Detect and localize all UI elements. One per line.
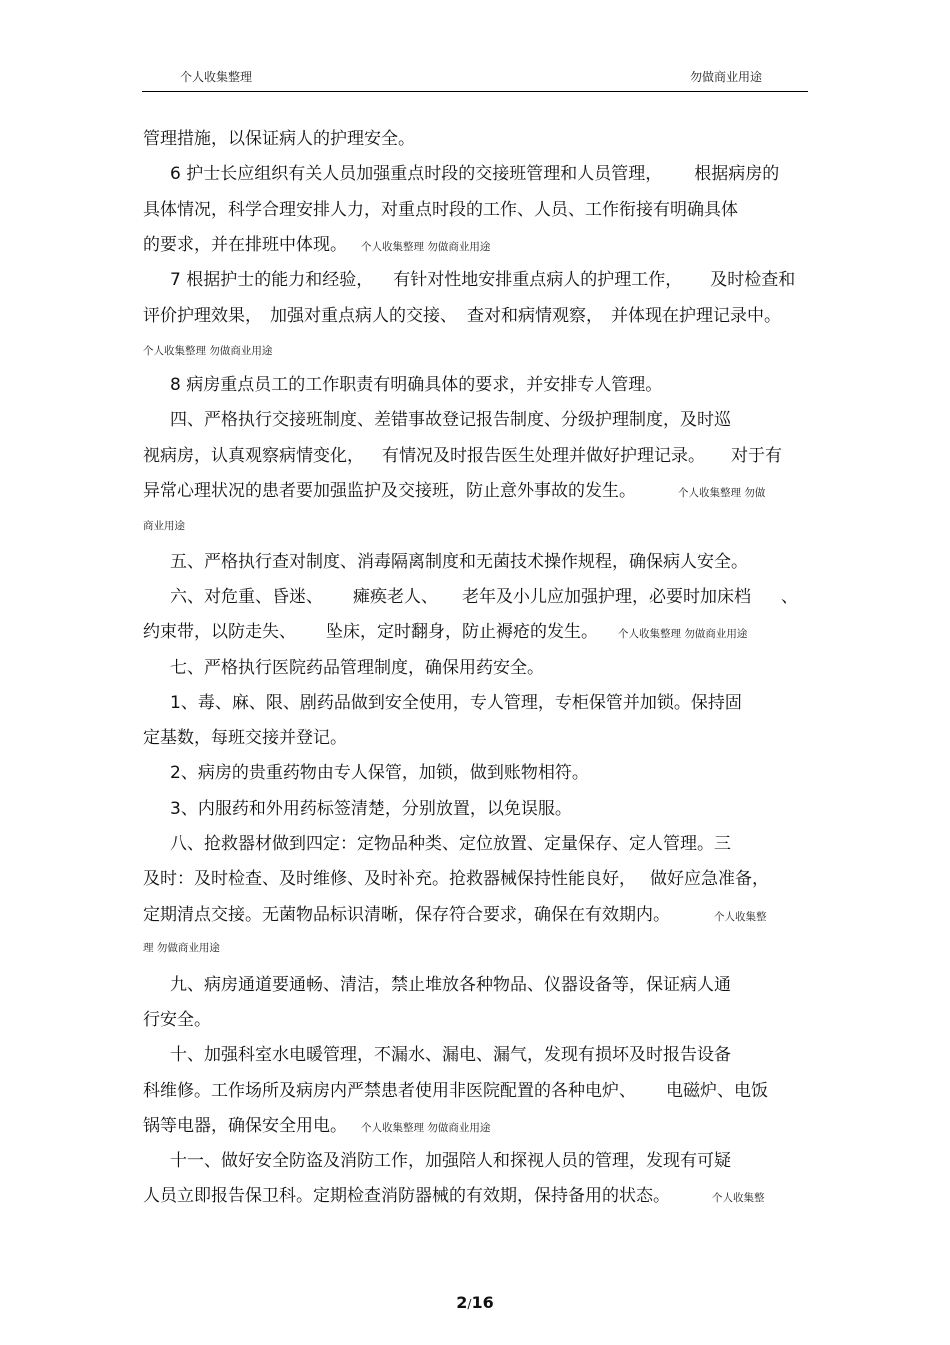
text-line: 视病房，认真观察病情变化， 有情况及时报告医生处理并做好护理记录。 对于有 (143, 446, 782, 466)
text-line: 科维修。工作场所及病房内严禁患者使用非医院配置的各种电炉、 电磁炉、电饭 (143, 1081, 768, 1101)
text-line: 定期清点交接。无菌物品标识清晰，保存符合要求，确保在有效期内。 个人收集整 (143, 905, 767, 925)
text-line: 人员立即报告保卫科。定期检查消防器械的有效期，保持备用的状态。 个人收集整 (143, 1186, 765, 1206)
text-line: 行安全。 (143, 1010, 211, 1030)
watermark: 理 勿做商业用途 (143, 942, 220, 954)
text-line: 评价护理效果， 加强对重点病人的交接、 查对和病情观察， 并体现在护理记录中。 (143, 306, 781, 326)
text-line: 的要求，并在排班中体现。 个人收集整理 勿做商业用途 (143, 235, 491, 255)
text-line: 定基数，每班交接并登记。 (143, 728, 347, 748)
text-line: 约束带，以防走失、 坠床，定时翻身，防止褥疮的发生。 个人收集整理 勿做商业用途 (143, 622, 748, 642)
page-number (0, 1293, 950, 1312)
watermark: 个人收集整理 勿做 (678, 487, 766, 499)
page-total: 16 (471, 1293, 494, 1312)
text-line: 6 护士长应组织有关人员加强重点时段的交接班管理和人员管理， 根据病房的 (170, 164, 780, 184)
watermark: 个人收集整 (714, 911, 767, 923)
text-line: 7 根据护士的能力和经验， 有针对性地安排重点病人的护理工作， 及时检查和 (170, 270, 796, 290)
watermark: 个人收集整理 勿做商业用途 (143, 345, 273, 357)
text-line: 十、加强科室水电暖管理，不漏水、漏电、漏气，发现有损坏及时报告设备 (170, 1045, 731, 1065)
text-line: 3、内服药和外用药标签清楚，分别放置，以免误服。 (170, 799, 572, 819)
text-line: 管理措施，以保证病人的护理安全。 (143, 129, 415, 149)
watermark: 个人收集整 (712, 1192, 765, 1204)
text-line: 1、毒、麻、限、剧药品做到安全使用，专人管理，专柜保管并加锁。保持固 (170, 693, 742, 713)
text-line: 锅等电器，确保安全用电。 个人收集整理 勿做商业用途 (143, 1116, 491, 1136)
watermark: 个人收集整理 勿做商业用途 (361, 241, 491, 253)
header-left: 个人收集整理 (180, 70, 253, 84)
text-line: 五、严格执行查对制度、消毒隔离制度和无菌技术操作规程，确保病人安全。 (170, 552, 748, 572)
text-line: 具体情况，科学合理安排人力，对重点时段的工作、人员、工作衔接有明确具体 (143, 200, 738, 220)
page-separator: / (467, 1297, 472, 1311)
header-rule (142, 91, 808, 92)
text-line: 8 病房重点员工的工作职责有明确具体的要求，并安排专人管理。 (170, 375, 663, 395)
text-line: 十一、做好安全防盗及消防工作，加强陪人和探视人员的管理，发现有可疑 (170, 1151, 731, 1171)
text-line: 异常心理状况的患者要加强监护及交接班，防止意外事故的发生。 个人收集整理 勿做 (143, 481, 766, 501)
watermark: 个人收集整理 勿做商业用途 (618, 628, 748, 640)
header-right: 勿做商业用途 (690, 70, 763, 84)
text-line: 2、病房的贵重药物由专人保管，加锁，做到账物相符。 (170, 763, 589, 783)
text-line: 六、对危重、昏迷、 瘫痪老人、 老年及小儿应加强护理，必要时加床档 、 (170, 587, 798, 607)
watermark: 个人收集整理 勿做商业用途 (361, 1122, 491, 1134)
watermark: 商业用途 (143, 520, 185, 532)
text-line: 七、严格执行医院药品管理制度，确保用药安全。 (170, 658, 544, 678)
text-line: 四、严格执行交接班制度、差错事故登记报告制度、分级护理制度，及时巡 (170, 410, 731, 430)
text-line: 八、抢救器材做到四定：定物品种类、定位放置、定量保存、定人管理。三 (170, 834, 731, 854)
text-line: 及时：及时检查、及时维修、及时补充。抢救器械保持性能良好， 做好应急准备， (143, 869, 769, 889)
page-current: 2 (456, 1293, 468, 1312)
text-line: 九、病房通道要通畅、清洁，禁止堆放各种物品、仪器设备等，保证病人通 (170, 975, 731, 995)
